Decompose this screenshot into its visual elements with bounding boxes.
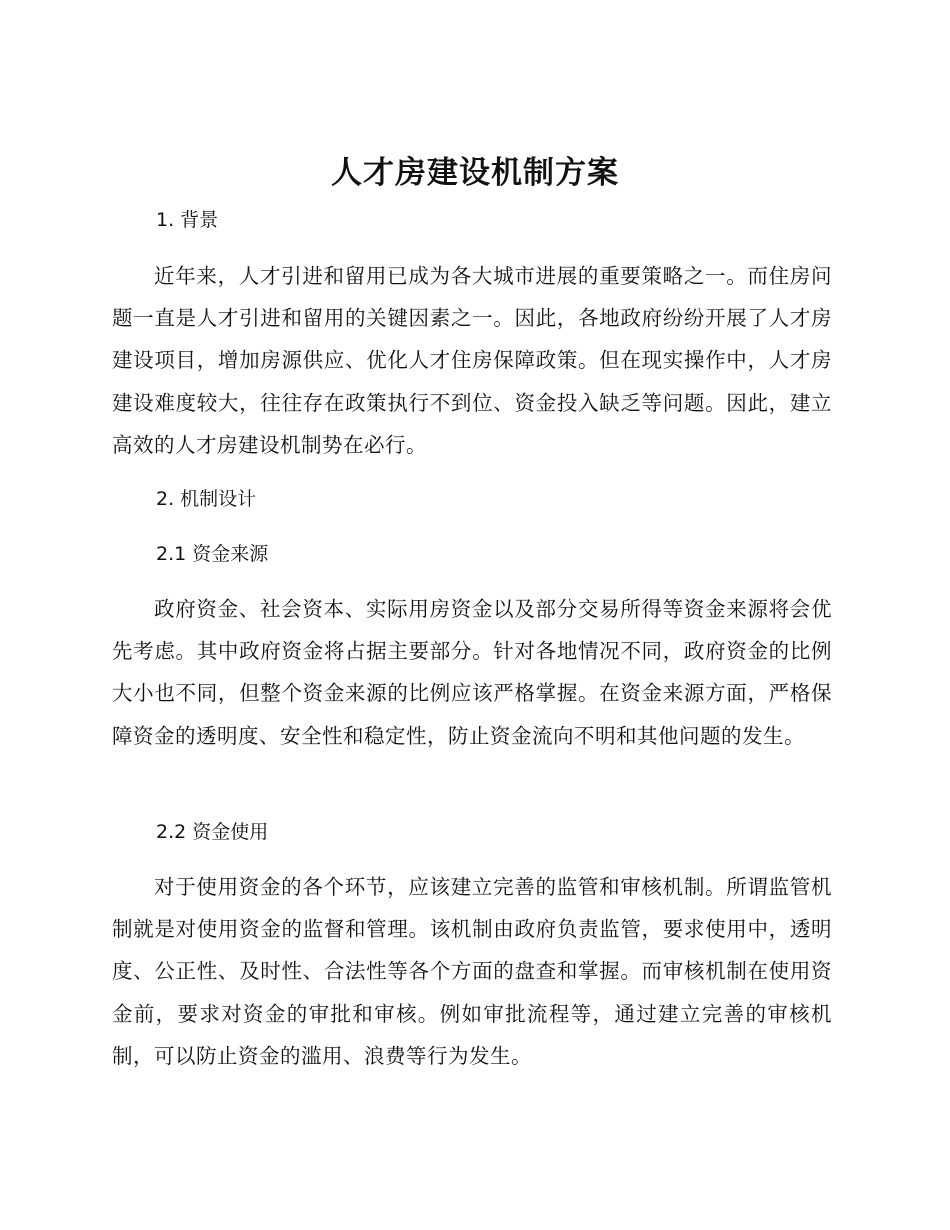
section-heading-funding-use: 2.2 资金使用 bbox=[156, 821, 269, 843]
section-heading-funding-source: 2.1 资金来源 bbox=[156, 543, 269, 565]
paragraph-funding-source: 政府资金、社会资本、实际用房资金以及部分交易所得等资金来源将会优先考虑。其中政府资金将占据主要部分。针对各地情况不同，政府资金的比例大小也不同，但整个资金来源的比例应该严格掌握。在资金来源方面，严格保障资金的透明度、安全性和稳定性，防止资金流向不明和其他问题的发生。 bbox=[112, 597, 832, 748]
paragraph-funding-use: 对于使用资金的各个环节，应该建立完善的监管和审核机制。所谓监管机制就是对使用资金的监督和管理。该机制由政府负责监管，要求使用中，透明度、公正性、及时性、合法性等各个方面的盘查和掌握。而审核机制在使用资金前，要求对资金的审批和审核。例如审批流程等，通过建立完善的审核机制，可以防止资金的滥用、浪费等行为发生。 bbox=[112, 875, 832, 1068]
section-heading-background: 1. 背景 bbox=[156, 209, 219, 231]
paragraph-background: 近年来，人才引进和留用已成为各大城市进展的重要策略之一。而住房问题一直是人才引进和留用的关键因素之一。因此，各地政府纷纷开展了人才房建设项目，增加房源供应、优化人才住房保障政策。但在现实操作中，人才房建设难度较大，往往存在政策执行不到位、资金投入缺乏等问题。因此，建立高效的人才房建设机制势在必行。 bbox=[112, 264, 832, 457]
document-title: 人才房建设机制方案 bbox=[331, 155, 619, 191]
section-heading-mechanism-design: 2. 机制设计 bbox=[156, 488, 257, 510]
